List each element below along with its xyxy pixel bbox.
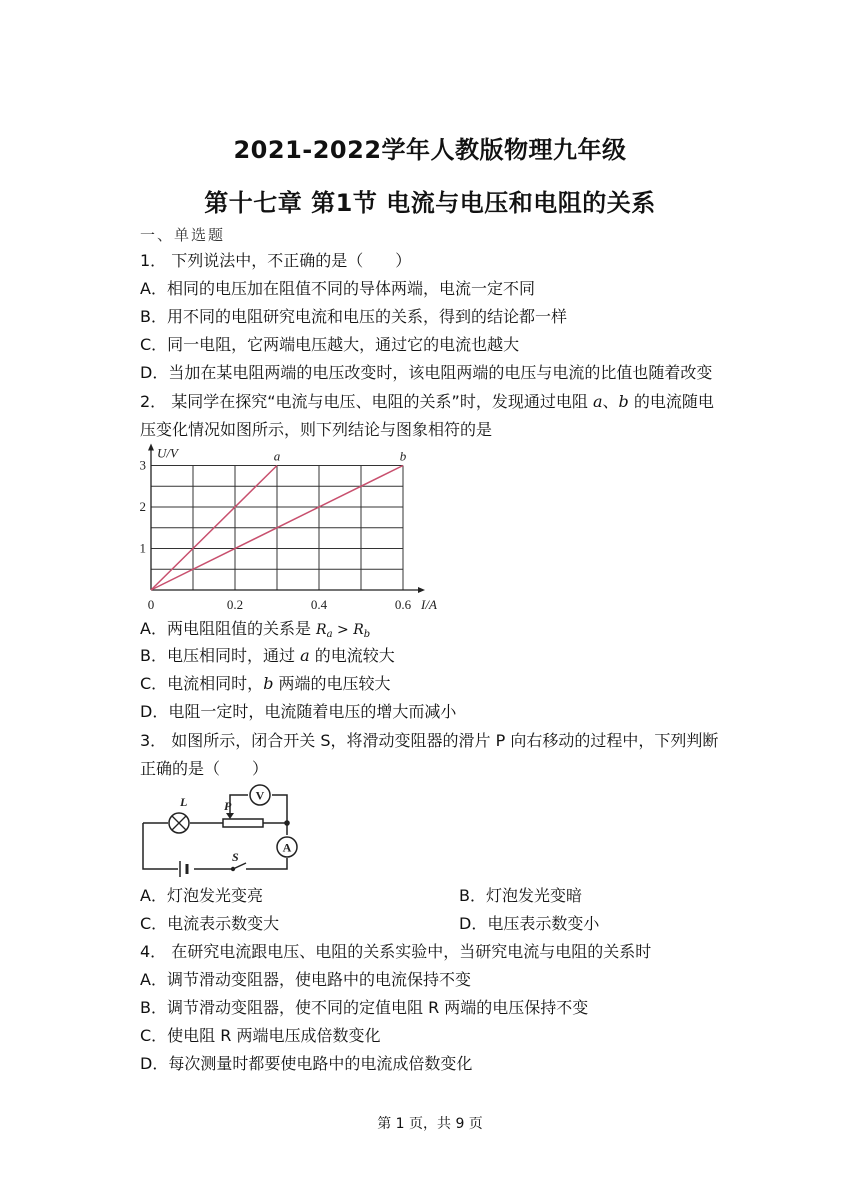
q2-a-ra: R [316, 622, 327, 638]
q2-c-var: b [263, 674, 274, 693]
q2-option-d: D．电阻一定时，电流随着电压的增大而减小 [140, 702, 457, 721]
switch-label: S [232, 850, 239, 864]
series-label-a: a [273, 448, 281, 464]
q2-a-sub-b: b [363, 629, 371, 640]
q4-option-b: B．调节滑动变阻器，使不同的定值电阻 R 两端的电压保持不变 [140, 998, 589, 1017]
document-title-line2: 第十七章 第1节 电流与电压和电阻的关系 [204, 189, 656, 217]
ammeter-label: A [282, 840, 292, 855]
voltmeter-label: V [255, 788, 265, 803]
q2-var-a: a [592, 392, 603, 411]
q2-c-pre: C．电流相同时， [140, 674, 264, 693]
q2-a-text: A．两电阻阻值的关系是 [140, 619, 317, 638]
battery-icon [180, 861, 187, 877]
series-label-b: b [399, 448, 407, 464]
document-title-line1: 2021-2022学年人教版物理九年级 [233, 136, 627, 164]
q4-stem: 4． 在研究电流跟电压、电阻的关系实验中，当研究电流与电阻的关系时 [140, 942, 652, 961]
q1-option-d: D．当加在某电阻两端的电压改变时，该电阻两端的电压与电流的比值也随着改变 [140, 363, 713, 382]
wire-voltmeter-left [230, 795, 248, 811]
y-axis-label: U/V [157, 445, 178, 461]
wire-resistor-node [263, 823, 287, 835]
q4-option-a: A．调节滑动变阻器，使电路中的电流保持不变 [140, 970, 471, 989]
lamp-icon [169, 813, 189, 833]
y-axis-arrow [148, 444, 154, 451]
x-tick-label: 0 [147, 597, 155, 612]
section-heading: 一、单选题 [140, 226, 226, 244]
q2-a-gt: > [332, 622, 354, 638]
q1-option-c: C．同一电阻，它两端电压越大，通过它的电流也越大 [140, 335, 520, 354]
x-tick-label: 0.2 [226, 597, 244, 612]
q4-option-c: C．使电阻 R 两端电压成倍数变化 [140, 1026, 381, 1045]
q3-option-d: D．电压表示数变小 [459, 914, 600, 933]
q3-option-c: C．电流表示数变大 [140, 914, 280, 933]
q2-b-var: a [300, 646, 310, 665]
q2-stem-line2: 压变化情况如图所示，则下列结论与图象相符的是 [140, 420, 493, 439]
y-tick-label: 1 [139, 540, 146, 556]
q2-b-pre: B．电压相同时，通过 [140, 646, 301, 665]
lamp-label: L [180, 795, 188, 809]
y-tick-label: 3 [139, 457, 146, 473]
q2-c-post: 两端的电压较大 [273, 674, 391, 693]
q2-stem-text-end: 的电流随电 [628, 392, 714, 411]
junction-node [284, 820, 290, 826]
rheostat-icon [223, 819, 263, 827]
slider-label: P [224, 799, 232, 813]
wire-voltmeter-right [272, 795, 287, 823]
voltmeter-icon [250, 785, 270, 805]
q1-option-b: B．用不同的电阻研究电流和电压的关系，得到的结论都一样 [140, 307, 567, 326]
q2-sep: 、 [602, 392, 619, 411]
x-tick-label: 0.4 [310, 597, 328, 612]
q3-option-a: A．灯泡发光变亮 [140, 886, 263, 905]
x-axis-label: I/A [421, 597, 437, 612]
page-footer: 第 1 页，共 9 页 [377, 1116, 483, 1132]
u-i-chart [136, 444, 437, 616]
circuit-diagram [138, 783, 302, 879]
q2-stem-line1 [140, 392, 714, 412]
q2-b-post: 的电流较大 [309, 646, 395, 665]
q3-stem-line1: 3． 如图所示，闭合开关 S，将滑动变阻器的滑片 P 向右移动的过程中，下列判断 [140, 731, 719, 750]
switch-icon [231, 863, 246, 871]
q2-option-b [140, 646, 395, 666]
x-axis-arrow [418, 587, 425, 593]
q2-a-rb: R [353, 622, 364, 638]
q2-stem-text: 2． 某同学在探究“电流与电压、电阻的关系”时，发现通过电阻 [140, 392, 593, 411]
q2-option-c [140, 674, 391, 694]
x-tick-label: 0.6 [394, 597, 412, 612]
q4-option-d: D．每次测量时都要使电路中的电流成倍数变化 [140, 1054, 473, 1073]
q2-a-sub-a: a [326, 629, 333, 640]
q3-stem-line2: 正确的是（ ） [140, 759, 269, 778]
slider-arrow-icon [226, 813, 234, 819]
ammeter-icon [277, 837, 297, 857]
q1-option-a: A．相同的电压加在阻值不同的导体两端，电流一定不同 [140, 279, 535, 298]
q2-var-b: b [618, 392, 629, 411]
wire-right-bottom [246, 858, 287, 869]
y-tick-label: 2 [139, 499, 146, 514]
q1-stem: 1． 下列说法中，不正确的是（ ） [140, 251, 412, 270]
q3-option-b: B．灯泡发光变暗 [459, 886, 582, 905]
q2-option-a [140, 619, 370, 645]
